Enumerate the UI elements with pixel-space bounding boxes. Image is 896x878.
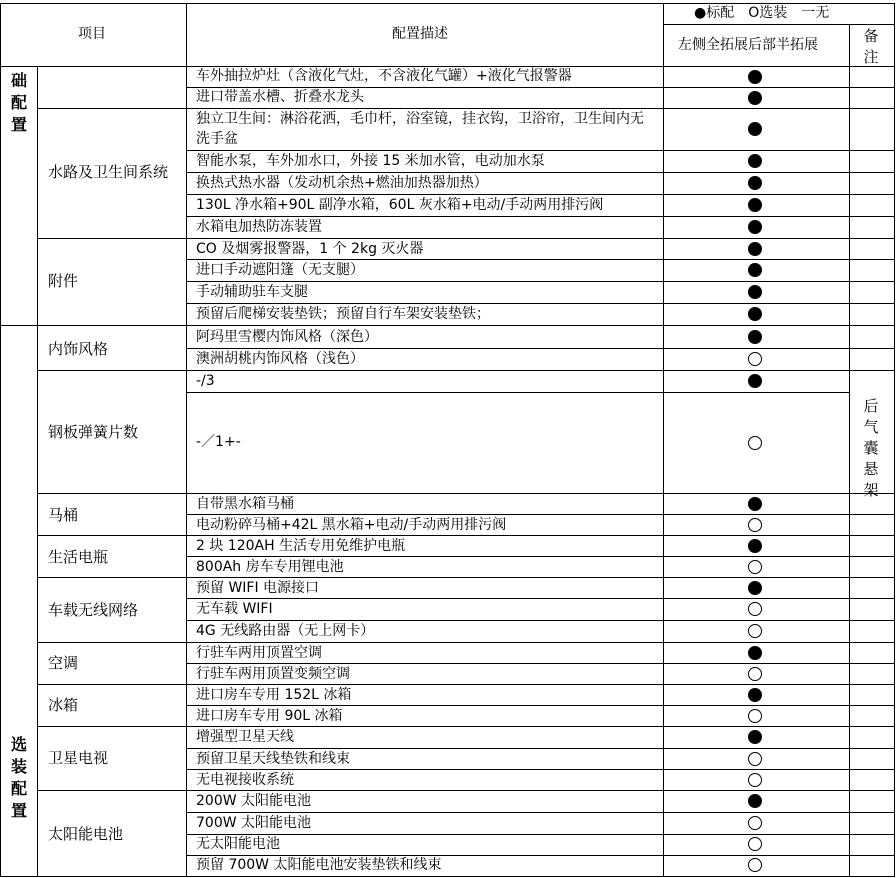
grid-line [0, 3, 1, 877]
row-desc: 进口带盖水槽、折叠水龙头 [196, 89, 364, 105]
optional-mark-icon [748, 667, 762, 681]
optional-mark-icon [748, 773, 762, 787]
standard-mark-icon [748, 176, 762, 190]
header-notes-label: 备注 [863, 27, 879, 66]
header-item-label: 项目 [78, 26, 106, 42]
row-desc: 智能水泵，车外加水口，外接 15 米加水管，电动加水泵 [196, 153, 545, 169]
category-leaf-spring: 钢板弹簧片数 [48, 423, 139, 441]
grid-line [186, 392, 849, 393]
grid-line [186, 3, 187, 877]
grid-line [663, 24, 894, 25]
row-desc-cont: 洗手盆 [196, 131, 238, 147]
row-desc: 预留 700W 太阳能电池安装垫铁和线束 [196, 857, 442, 873]
optional-mark-icon [748, 752, 762, 766]
row-desc: 水箱电加热防冻装置 [196, 219, 322, 235]
optional-mark-icon [748, 518, 762, 532]
header-desc-label: 配置描述 [392, 26, 448, 42]
standard-mark-icon [748, 122, 762, 136]
row-desc: 预留卫星天线垫铁和线束 [196, 751, 350, 767]
grid-line [0, 3, 894, 4]
standard-mark-icon [748, 730, 762, 744]
category-battery: 生活电瓶 [48, 548, 109, 566]
grid-line [37, 642, 894, 643]
row-desc: 无电视接收系统 [196, 772, 294, 788]
category-interior: 内饰风格 [48, 340, 109, 358]
category-fridge: 冰箱 [48, 696, 79, 714]
header-legend: ●标配 O选装 一无 [694, 5, 830, 21]
standard-mark-icon [748, 330, 762, 344]
optional-mark-icon [748, 816, 762, 830]
row-desc: 130L 净水箱+90L 副净水箱，60L 灰水箱+电动/手动两用排污阀 [196, 197, 604, 213]
row-desc: 电动粉碎马桶+42L 黑水箱+电动/手动两用排污阀 [196, 517, 507, 533]
grid-line [186, 834, 894, 835]
standard-mark-icon [748, 242, 762, 256]
row-desc: 预留 WIFI 电源接口 [196, 580, 320, 596]
row-desc: 独立卫生间：淋浴花洒，毛巾杆，浴室镜，挂衣钩，卫浴帘，卫生间内无 [196, 111, 644, 127]
grid-line [0, 876, 894, 877]
optional-mark-icon [748, 837, 762, 851]
grid-line [37, 238, 894, 239]
row-desc: -／1+- [196, 434, 241, 450]
standard-mark-icon [748, 581, 762, 595]
category-tv: 卫星电视 [48, 749, 109, 767]
row-desc: 澳洲胡桃内饰风格（浅色） [196, 351, 364, 367]
optional-mark-icon [748, 560, 762, 574]
section-optional-label: 选装配置 [10, 735, 27, 820]
row-desc: 无太阳能电池 [196, 836, 280, 852]
grid-line [37, 726, 894, 727]
row-desc: 行驻车两用顶置变频空调 [196, 666, 350, 682]
row-desc: 行驻车两用顶置空调 [196, 645, 322, 661]
row-desc: 进口房车专用 152L 冰箱 [196, 687, 352, 703]
row-desc: 手动辅助驻车支腿 [196, 284, 308, 300]
standard-mark-icon [748, 154, 762, 168]
row-desc: 进口房车专用 90L 冰箱 [196, 708, 343, 724]
row-desc: 增强型卫星天线 [196, 729, 294, 745]
grid-line [37, 370, 894, 371]
note-air-suspension: 后气囊悬架 [863, 397, 879, 499]
optional-mark-icon [748, 436, 762, 450]
standard-mark-icon [748, 374, 762, 388]
row-desc: 200W 太阳能电池 [196, 793, 312, 809]
row-desc: 自带黑水箱马桶 [196, 496, 294, 512]
row-desc: 换热式热水器（发动机余热+燃油加热器加热） [196, 175, 488, 191]
standard-mark-icon [748, 285, 762, 299]
optional-mark-icon [748, 624, 762, 638]
row-desc: 阿玛里雪樱内饰风格（深色） [196, 329, 378, 345]
grid-line [663, 3, 664, 877]
standard-mark-icon [748, 91, 762, 105]
header-model-label: 左侧全拓展后部半拓展 [678, 37, 818, 53]
optional-mark-icon [748, 858, 762, 872]
standard-mark-icon [748, 497, 762, 511]
row-desc: 2 块 120AH 生活专用免维护电瓶 [196, 538, 406, 554]
standard-mark-icon [748, 539, 762, 553]
section-basic-label: 础配置 [10, 71, 27, 134]
row-desc: 进口手动遮阳篷（无支腿） [196, 262, 364, 278]
grid-line [849, 24, 850, 877]
row-desc: 800Ah 房车专用锂电池 [196, 559, 344, 575]
row-desc: 700W 太阳能电池 [196, 815, 312, 831]
grid-line [37, 493, 894, 494]
standard-mark-icon [748, 220, 762, 234]
row-desc: 预留后爬梯安装垫铁；预留自行车架安装垫铁； [196, 306, 490, 322]
standard-mark-icon [748, 307, 762, 321]
grid-line [186, 598, 894, 599]
grid-line [37, 66, 38, 877]
row-desc: 无车载 WIFI [196, 601, 273, 617]
standard-mark-icon [748, 70, 762, 84]
category-water: 水路及卫生间系统 [48, 163, 169, 181]
standard-mark-icon [748, 263, 762, 277]
category-solar: 太阳能电池 [48, 825, 124, 843]
standard-mark-icon [748, 198, 762, 212]
standard-mark-icon [748, 794, 762, 808]
optional-mark-icon [748, 602, 762, 616]
grid-line [37, 684, 894, 685]
grid-line [894, 3, 895, 877]
grid-line [37, 535, 894, 536]
grid-line [37, 790, 894, 791]
category-toilet: 马桶 [48, 506, 79, 524]
optional-mark-icon [748, 709, 762, 723]
row-desc: CO 及烟雾报警器，1 个 2kg 灭火器 [196, 241, 424, 257]
category-accessories: 附件 [48, 272, 79, 290]
grid-line [0, 325, 894, 326]
row-desc: -/3 [196, 373, 215, 389]
category-wifi: 车载无线网络 [48, 601, 139, 619]
standard-mark-icon [748, 646, 762, 660]
category-ac: 空调 [48, 654, 79, 672]
row-desc: 车外抽拉炉灶（含液化气灶，不含液化气罐）+液化气报警器 [196, 68, 572, 84]
row-desc: 4G 无线路由器（无上网卡） [196, 623, 375, 639]
grid-line [37, 577, 894, 578]
standard-mark-icon [748, 688, 762, 702]
optional-mark-icon [748, 352, 762, 366]
